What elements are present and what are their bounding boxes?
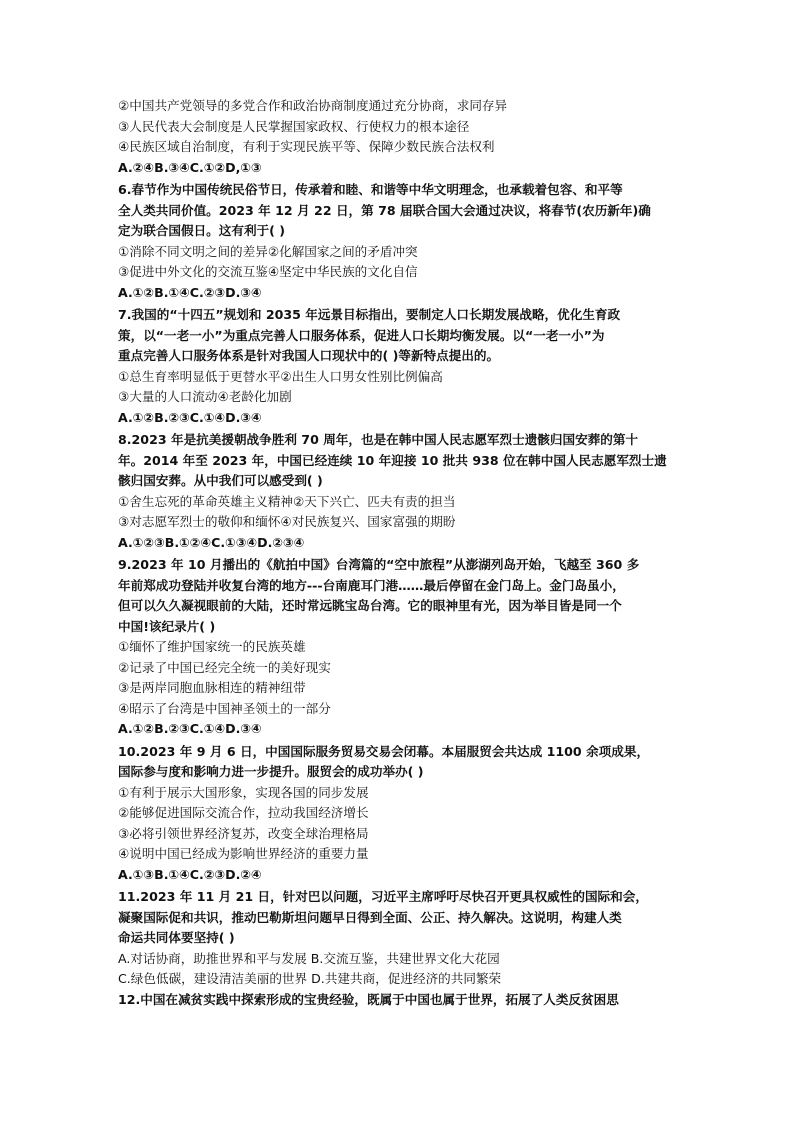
statement-line: C.绿色低碳，建设清洁美丽的世界 D.共建共商，促进经济的共同繁荣 (118, 971, 502, 986)
answer-options-line: A.②④B.③④C.①②D,①③ (118, 159, 262, 175)
answer-options-line: A.①②③B.①②④C.①③④D.②③④ (118, 534, 305, 550)
statement-line: ③对志愿军烈士的敬仰和缅怀④对民族复兴、国家富强的期盼 (118, 514, 456, 529)
answer-options-line: A.①②B.②③C.①④D.③④ (118, 721, 262, 736)
question-stem-line: 9.2023 年 10 月播出的《航拍中国》台湾篇的“空中旅程”从澎湖列岛开始，飞越至 360 多 (118, 557, 640, 572)
statement-line: ①总生育率明显低于更替水平②出生人口男女性别比例偏高 (118, 368, 443, 384)
exam-page (118, 96, 678, 1010)
question-stem-line: 中国!该纪录片( ) (118, 618, 216, 634)
question-stem-line: 10.2023 年 9 月 6 日，中国国际服务贸易交易会闭幕。本届服贸会共达成 1100 余项成果， (118, 743, 650, 759)
question-stem-line: 策，以“一老一小”为重点完善人口服务体系，促进人口长期均衡发展。以“一老一小”为 (118, 327, 605, 343)
answer-options-line: A.①②B.①④C.②③D.③④ (118, 284, 262, 300)
question-stem-line: 骸归国安葬。从中我们可以感受到( ) (118, 473, 323, 488)
statement-line: ④民族区域自治制度，有利于实现民族平等、保障少数民族合法权利 (118, 139, 495, 154)
question-stem-line: 重点完善人口服务体系是针对我国人口现状中的( )等新特点提出的。 (118, 348, 500, 363)
question-stem-line: 年。2014 年至 2023 年，中国已经连续 10 年迎接 10 批共 938 位在韩中国人民志愿军烈士遗 (118, 452, 667, 468)
statement-line: ③人民代表大会制度是人民掌握国家政权、行使权力的根本途径 (118, 118, 470, 134)
question-stem-line: 凝聚国际促和共识，推动巴勒斯坦问题早日得到全面、公正、持久解决。这说明，构建人类 (118, 909, 622, 925)
statement-line: ①有利于展示大国形象，实现各国的同步发展 (118, 784, 369, 800)
question-stem-line: 但可以久久凝视眼前的大陆，还时常远眺宝岛台湾。它的眼神里有光，因为举目皆是同一个 (118, 598, 622, 613)
question-stem-line: 年前郑成功登陆并收复台湾的地方---台南鹿耳门港……最后停留在金门岛上。金门岛虽小， (118, 577, 625, 593)
statement-line: ③是两岸同胞血脉相连的精神纽带 (118, 680, 306, 695)
question-stem-line: 8.2023 年是抗美援朝战争胜利 70 周年，也是在韩中国人民志愿军烈士遗骸归国安葬的第十 (118, 432, 639, 447)
statement-line: ③促进中外文化的交流互鉴④坚定中华民族的文化自信 (118, 264, 418, 279)
statement-line: ③大量的人口流动④老龄化加剧 (118, 389, 292, 404)
question-stem-line: 6.春节作为中国传统民俗节日，传承着和睦、和谐等中华文明理念，也承载着包容、和平等 (118, 182, 623, 197)
statement-line: A.对话协商，助推世界和平与发展 B.交流互鉴，共建世界文化大花园 (118, 950, 500, 966)
statement-line: ②记录了中国已经完全统一的美好现实 (118, 659, 331, 675)
statement-line: ④昭示了台湾是中国神圣领土的一部分 (118, 700, 331, 716)
statement-line: ④说明中国已经成为影响世界经济的重要力量 (118, 846, 369, 861)
question-stem-line: 命运共同体要坚持( ) (118, 930, 235, 945)
question-stem-line: 11.2023 年 11 月 21 日，针对巴以问题，习近平主席呼吁尽快召开更具权威性的国际和会， (118, 889, 648, 904)
question-stem-line: 7.我国的“十四五”规划和 2035 年远景目标指出，要制定人口长期发展战略，优化生育政 (118, 307, 621, 322)
statement-line: ①缅怀了维护国家统一的民族英雄 (118, 639, 306, 654)
statement-line: ②能够促进国际交流合作，拉动我国经济增长 (118, 805, 369, 820)
answer-options-line: A.①②B.②③C.①④D.③④ (118, 409, 262, 425)
statement-line: ③必将引领世界经济复苏，改变全球治理格局 (118, 825, 369, 841)
statement-line: ①消除不同文明之间的差异②化解国家之间的矛盾冲突 (118, 243, 418, 259)
statement-line: ①舍生忘死的革命英雄主义精神②天下兴亡、匹夫有责的担当 (118, 493, 456, 509)
question-stem-line: 12.中国在减贫实践中探索形成的宝贵经验，既属于中国也属于世界，拓展了人类反贫困思 (118, 991, 619, 1007)
statement-line: ②中国共产党领导的多党合作和政治协商制度通过充分协商，求同存异 (118, 98, 508, 113)
question-stem-line: 定为联合国假日。这有利于( ) (118, 223, 286, 238)
question-stem-line: 全人类共同价值。2023 年 12 月 22 日，第 78 届联合国大会通过决议，将春节(农历新年)确 (118, 202, 651, 218)
question-stem-line: 国际参与度和影响力进一步提升。服贸会的成功举办( ) (118, 764, 424, 779)
answer-options-line: A.①③B.①④C.②③D.②④ (118, 866, 262, 882)
